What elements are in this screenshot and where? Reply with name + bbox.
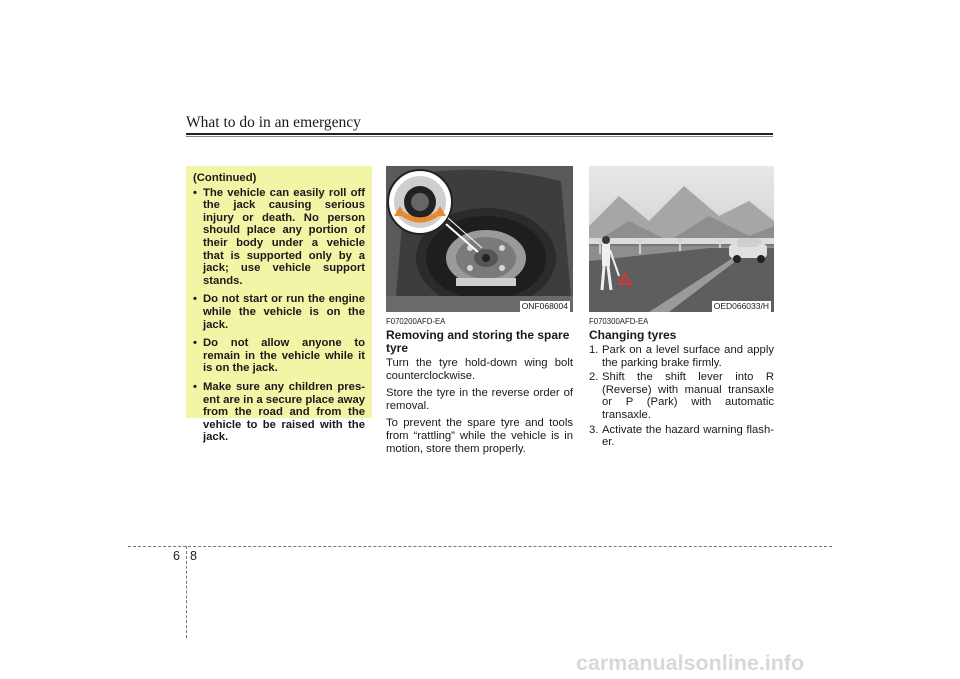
warning-list [193,187,365,444]
warning-continued-label: (Continued) [193,172,257,184]
header-rule [186,133,773,135]
header-rule-thin [186,136,773,137]
page-number: 8 [190,549,197,563]
step-text: Park on a level surface and apply the parking brake firmly. [602,344,774,369]
figure-code-spare-tyre: ONF068004 [521,301,568,311]
section-code: F070200AFD-EA [386,317,446,326]
step-item [589,344,774,369]
warning-item: • Do not start or run the engine while the vehicle is on the jack. [193,293,365,331]
warning-box [186,166,372,444]
step-item [589,371,774,421]
paragraph: To prevent the spare tyre and tools from “rattling” while the vehicle is in motion, store them properly. [386,417,573,455]
step-text: Activate the hazard warning flash- er. [602,423,774,449]
step-number: 2. [589,371,599,384]
roadside-illustration [589,166,774,312]
chapter-number: 6 [173,549,180,563]
section-storing-spare-tyre [386,317,573,460]
figure-code-roadside: OED066033/H [713,301,769,311]
step-item [589,424,774,449]
section-heading: Removing and storing the spare tyre [386,328,570,355]
footer-vertical-rule [186,546,187,638]
paragraph: Store the tyre in the reverse order of removal. [386,387,573,412]
warning-item: • Make sure any children pres- ent are in a secure place away from the road and from the vehicle to be raised with the jack. [193,381,365,444]
section-heading: Changing tyres [589,328,677,342]
roadside-drawing [589,166,774,312]
warning-item: • Do not allow anyone to remain in the vehicle while it is on the jack. [193,337,365,375]
footer-rule [128,546,832,547]
page-header-title: What to do in an emergency [186,114,361,131]
paragraph: Turn the tyre hold-down wing bolt counterclockwise. [386,357,573,382]
section-changing-tyres [589,317,774,451]
steps-list [589,344,774,449]
spare-tyre-illustration [386,166,573,312]
step-number: 1. [589,344,599,356]
step-number: 3. [589,423,599,436]
spare-tyre-drawing [386,166,573,312]
warning-item: • The vehicle can easily roll off the jack causing serious injury or death. No person should place any portion of their body under a vehicle that is supported only by a jack; use vehicle support stands. [193,187,365,288]
watermark: carmanualsonline.info [576,651,805,675]
section-code: F070300AFD-EA [589,317,649,326]
step-text: Shift the shift lever into R (Reverse) with manual transaxle or P (Park) with automatic transaxle. [602,371,774,421]
